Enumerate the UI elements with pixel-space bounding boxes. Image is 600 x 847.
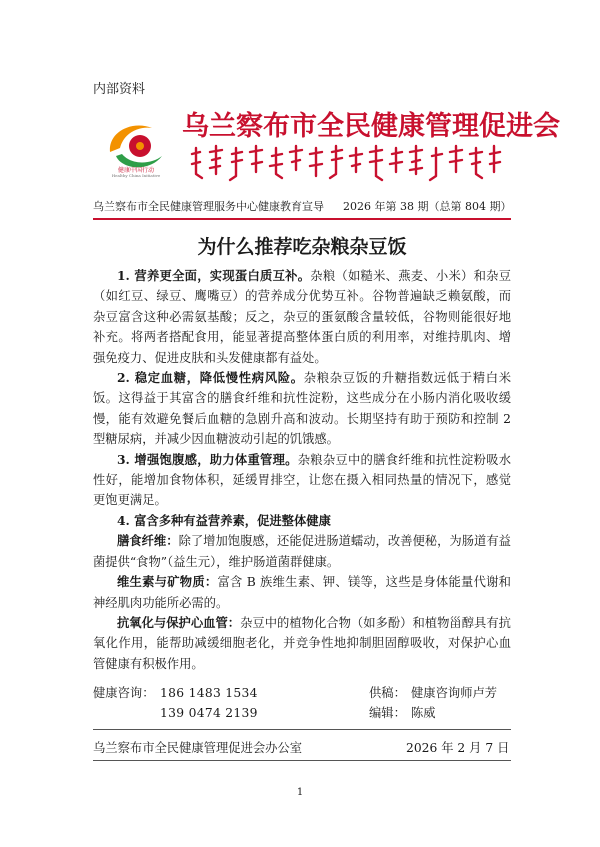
phone-number-2: 139 0474 2139 bbox=[160, 706, 258, 721]
editor-label: 编辑： bbox=[369, 706, 406, 721]
issue-publisher: 乌兰察布市全民健康管理服务中心健康教育宣导 bbox=[93, 200, 324, 213]
footer-divider-top bbox=[93, 729, 511, 730]
paragraph-nutrients-heading bbox=[93, 511, 511, 531]
logo-caption-en: Healthy China Initiative bbox=[111, 173, 161, 178]
issue-number: 2026 年第 38 期（总第 804 期） bbox=[343, 200, 512, 213]
issue-line bbox=[93, 198, 512, 214]
phone-number-1: 186 1483 1534 bbox=[160, 686, 258, 700]
paragraph-blood-sugar bbox=[93, 368, 511, 450]
header-divider bbox=[93, 218, 511, 220]
paragraph-heading: 维生素与矿物质： bbox=[117, 574, 218, 590]
paragraph-antioxidant bbox=[93, 613, 511, 674]
paragraph-satiety bbox=[93, 450, 511, 511]
paragraph-text: 杂粮杂豆饭的升糖指数远低于精白米饭。这得益于其富含的膳食纤维和抗性淀粉，这些成分在小肠内消化吸收缓慢，能有效避免餐后血糖的急剧升高和波动。长期坚持有助于预防和控制 2 型糖尿病，并减少因血糖波动引起的饥饿感。 bbox=[93, 371, 511, 447]
paragraph-text: 富含 B 族维生素、钾、镁等，这些是身体能量代谢和神经肌肉功能所必需的。 bbox=[93, 575, 511, 610]
phone-label: 健康咨询： bbox=[93, 686, 155, 700]
paragraph-fiber bbox=[93, 531, 511, 572]
editor-value: 陈威 bbox=[411, 706, 436, 721]
article-body bbox=[93, 266, 511, 674]
footer-date: 2026 年 2 月 7 日 bbox=[406, 741, 510, 755]
paragraph-text: 除了增加饱腹感，还能促进肠道蠕动，改善便秘，为肠道有益菌提供“食物”（益生元），维护肠道菌群健康。 bbox=[93, 534, 511, 569]
paragraph-heading: 2. 稳定血糖，降低慢性病风险。 bbox=[117, 370, 304, 386]
page-number: 1 bbox=[296, 787, 304, 798]
paragraph-heading: 4. 富含多种有益营养素，促进整体健康 bbox=[117, 512, 331, 528]
logo-caption: 健康中国行动 bbox=[117, 167, 154, 174]
paragraph-heading: 抗氧化与保护心血管： bbox=[117, 614, 241, 630]
org-title: 乌兰察布市全民健康管理促进会 bbox=[182, 111, 560, 142]
supply-value: 健康咨询师卢芳 bbox=[411, 686, 498, 700]
article-title: 为什么推荐吃杂粮杂豆饭 bbox=[197, 236, 407, 258]
paragraph-heading: 3. 增强饱腹感，助力体重管理。 bbox=[117, 451, 298, 467]
paragraph-vitamins bbox=[93, 572, 511, 613]
paragraph-text: 杂豆中的植物化合物（如多酚）和植物甾醇具有抗氧化作用，能帮助减缓细胞老化，并竞争性地抑制胆固醇吸收，对保护心血管健康有积极作用。 bbox=[93, 615, 511, 671]
paragraph-text: 杂粮杂豆中的膳食纤维和抗性淀粉吸水性好，能增加食物体积，延缓胃排空，让您在摄入相同热量的情况下，感觉更饱更满足。 bbox=[93, 452, 511, 508]
paragraph-heading: 1. 营养更全面，实现蛋白质互补。 bbox=[117, 268, 311, 283]
paragraph-text: 杂粮（如糙米、燕麦、小米）和杂豆（如红豆、绿豆、鹰嘴豆）的营养成分优势互补。谷物普遍缺乏赖氨酸，而杂豆富含这种必需氨基酸；反之，杂豆的蛋氨酸含量较低，谷物则能很好地补充。将两者搭配食用，能显著提高整体蛋白质的利用率，对维持肌肉、增强免疫力、促进皮肤和头发健康都有益处。 bbox=[93, 269, 511, 365]
supply-label: 供稿： bbox=[369, 686, 406, 700]
logo-center-dot bbox=[136, 142, 144, 150]
paragraph-heading: 膳食纤维： bbox=[117, 533, 179, 549]
mongolian-script-title bbox=[190, 140, 502, 182]
paragraph-protein bbox=[93, 266, 511, 368]
footer-office: 乌兰察布市全民健康管理促进会办公室 bbox=[93, 741, 303, 755]
internal-label: 内部资料 bbox=[93, 82, 146, 97]
footer-divider-bottom bbox=[93, 760, 511, 761]
contact-block bbox=[93, 683, 511, 724]
